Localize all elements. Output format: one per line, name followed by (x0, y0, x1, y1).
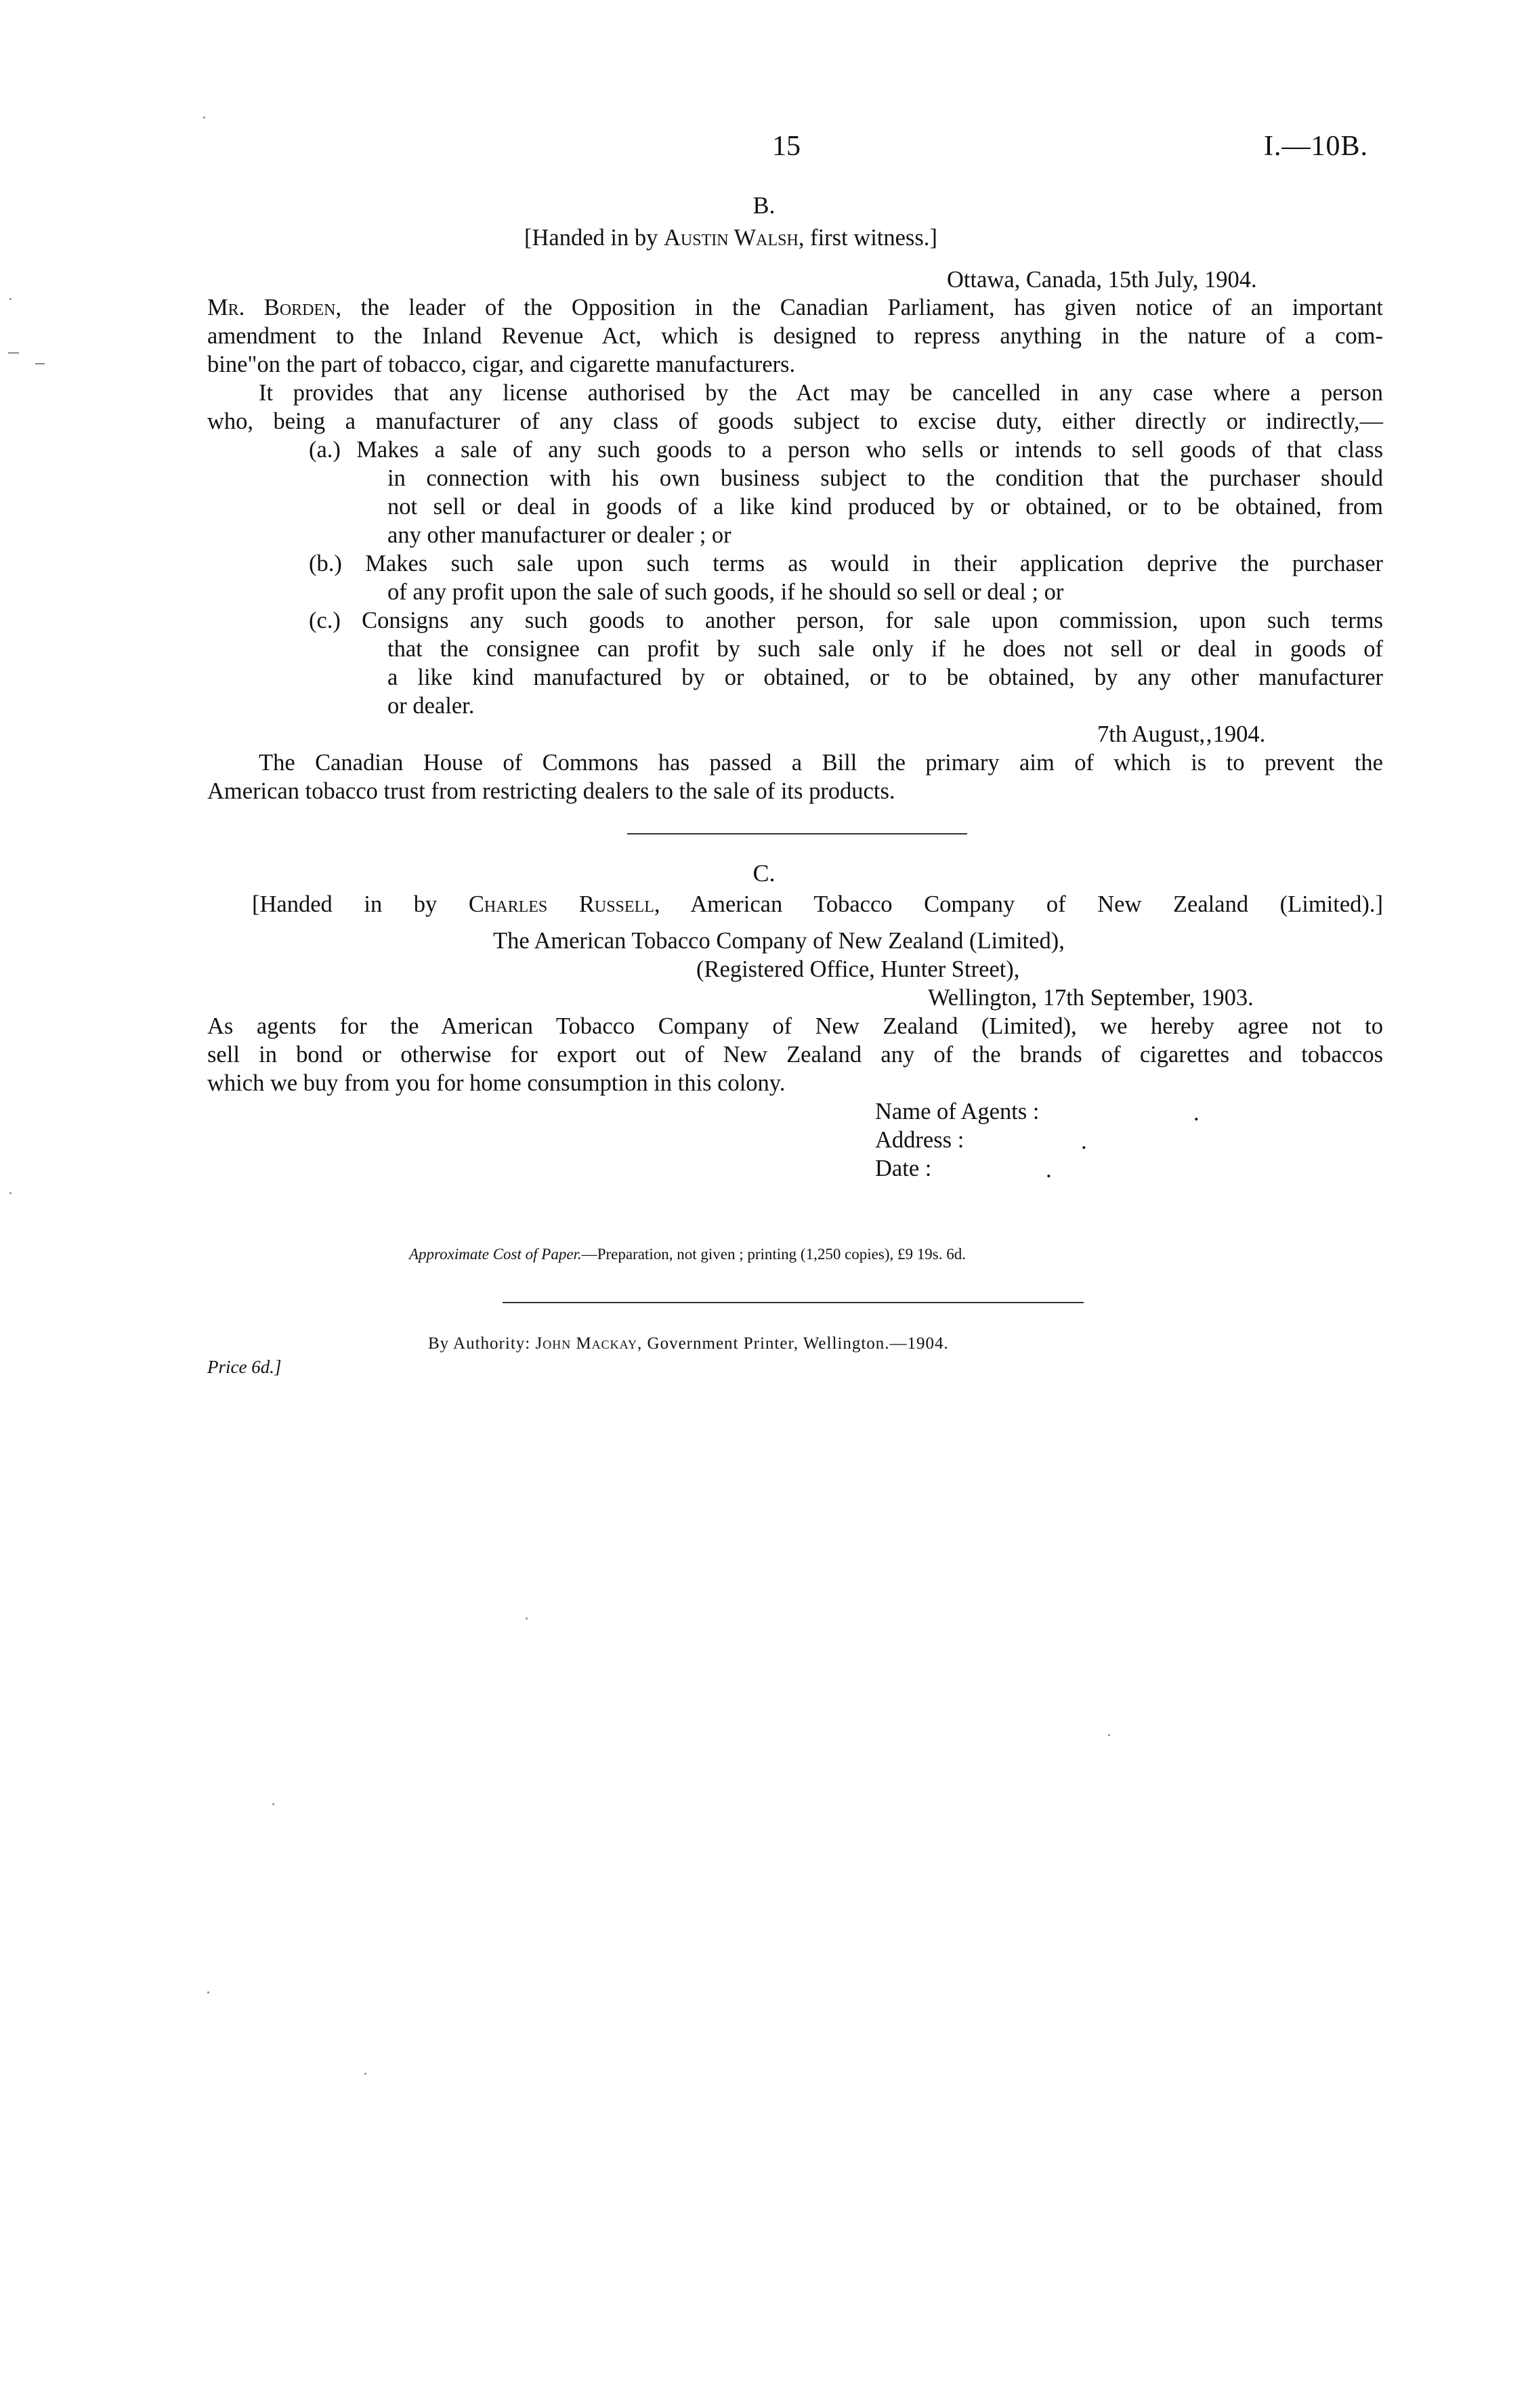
section-divider (627, 833, 967, 835)
price: Price 6d.] (207, 1357, 282, 1377)
section-c-para-line1: As agents for the American Tobacco Company of New Zealand (Limited), we hereby agree not to (207, 1013, 1383, 1039)
item-a-line1: (a.) Makes a sale of any such goods to a person who sells or intends to sell goods of that class (309, 437, 1383, 463)
authority-prefix: By Authority: (428, 1334, 536, 1353)
date-dot: . (1046, 1157, 1052, 1183)
handed-in-suffix: , first witness.] (798, 225, 937, 251)
witness-name: Austin Walsh (664, 225, 799, 251)
paper-reference: I.—10B. (1264, 131, 1368, 162)
borden-name: Mr. Borden (207, 295, 336, 320)
printer-authority (428, 1334, 949, 1353)
witness-name: Charles Russell (468, 891, 654, 917)
handed-in-suffix: , American Tobacco Company of New Zealand (Limited).] (654, 891, 1383, 917)
para1-line2: amendment to the Inland Revenue Act, which is designed to repress anything in the nature of a com- (207, 323, 1383, 349)
para1-line1 (207, 293, 1383, 322)
name-of-agents-label: Name of Agents : (875, 1099, 1040, 1124)
section-b-dateline: Ottawa, Canada, 15th July, 1904. (947, 267, 1257, 293)
office-line: (Registered Office, Hunter Street), (696, 956, 1020, 982)
item-b-line2: of any profit upon the sale of such goods, if he should so sell or deal ; or (387, 579, 1064, 605)
page-number: 15 (772, 131, 801, 162)
para3-line2: American tobacco trust from restricting dealers to the sale of its products. (207, 778, 895, 804)
scan-speck (207, 1991, 209, 1993)
section-c-handed-in (252, 890, 1383, 918)
agents-dot: . (1193, 1100, 1200, 1126)
cost-of-paper (409, 1245, 966, 1264)
cost-label: Approximate Cost of Paper. (409, 1246, 582, 1263)
scan-speck (364, 2073, 366, 2075)
item-c-line4: or dealer. (387, 693, 475, 719)
scan-speck (203, 117, 205, 119)
address-dot: . (1081, 1128, 1087, 1154)
item-a-line4: any other manufacturer or dealer ; or (387, 522, 731, 548)
item-a-line3: not sell or deal in goods of a like kind produced by or obtained, or to be obtained, from (387, 494, 1383, 520)
para2-line1: It provides that any license authorised by the Act may be cancelled in any case where a person (259, 380, 1383, 406)
cost-text: —Preparation, not given ; printing (1,250 copies), £9 19s. 6d. (581, 1246, 966, 1263)
scan-speck (9, 1192, 12, 1194)
address-label: Address : (875, 1127, 964, 1153)
scan-speck (9, 298, 12, 300)
scan-speck (1108, 1734, 1110, 1736)
authority-suffix: , Government Printer, Wellington.—1904. (637, 1334, 949, 1353)
scan-speck (272, 1803, 274, 1805)
printer-name: John Mackay (535, 1334, 638, 1353)
para1-line1-text: , the leader of the Opposition in the Canadian Parliament, has given notice of an important (335, 295, 1384, 320)
para3-line1: The Canadian House of Commons has passed a Bill the primary aim of which is to prevent the (259, 750, 1383, 776)
section-b-heading: B. (752, 192, 776, 219)
footer-rule (503, 1302, 1084, 1303)
handed-in-prefix: [Handed in by (252, 891, 469, 917)
section-c-dateline: Wellington, 17th September, 1903. (928, 985, 1254, 1011)
item-b-line1: (b.) Makes such sale upon such terms as would in their application deprive the purchaser (309, 551, 1383, 576)
item-a-line2: in connection with his own business subject to the condition that the purchaser should (387, 465, 1383, 491)
handed-in-prefix: [Handed in by (524, 225, 664, 251)
item-c-line2: that the consignee can profit by such sale only if he does not sell or deal in goods of (387, 636, 1383, 662)
scan-speck (8, 352, 19, 354)
section-b-handed-in (524, 224, 937, 252)
para1-line3: bine"on the part of tobacco, cigar, and cigarette manufacturers. (207, 352, 796, 377)
section-b-dateline2: 7th August,‚1904. (1097, 721, 1266, 747)
item-c-line1: (c.) Consigns any such goods to another person, for sale upon commission, upon such terms (309, 608, 1383, 633)
section-c-heading: C. (752, 860, 776, 887)
section-c-para-line2: sell in bond or otherwise for export out of New Zealand any of the brands of cigarettes and tobaccos (207, 1042, 1383, 1068)
scan-speck (526, 1618, 528, 1620)
section-c-para-line3: which we buy from you for home consumption in this colony. (207, 1070, 786, 1096)
para2-line2: who, being a manufacturer of any class of goods subject to excise duty, either directly or indirectly,— (207, 408, 1383, 434)
date-label: Date : (875, 1156, 932, 1181)
company-line: The American Tobacco Company of New Zealand (Limited), (493, 928, 1065, 954)
scan-speck (35, 363, 45, 364)
item-c-line3: a like kind manufactured by or obtained, or to be obtained, by any other manufacturer (387, 664, 1383, 690)
